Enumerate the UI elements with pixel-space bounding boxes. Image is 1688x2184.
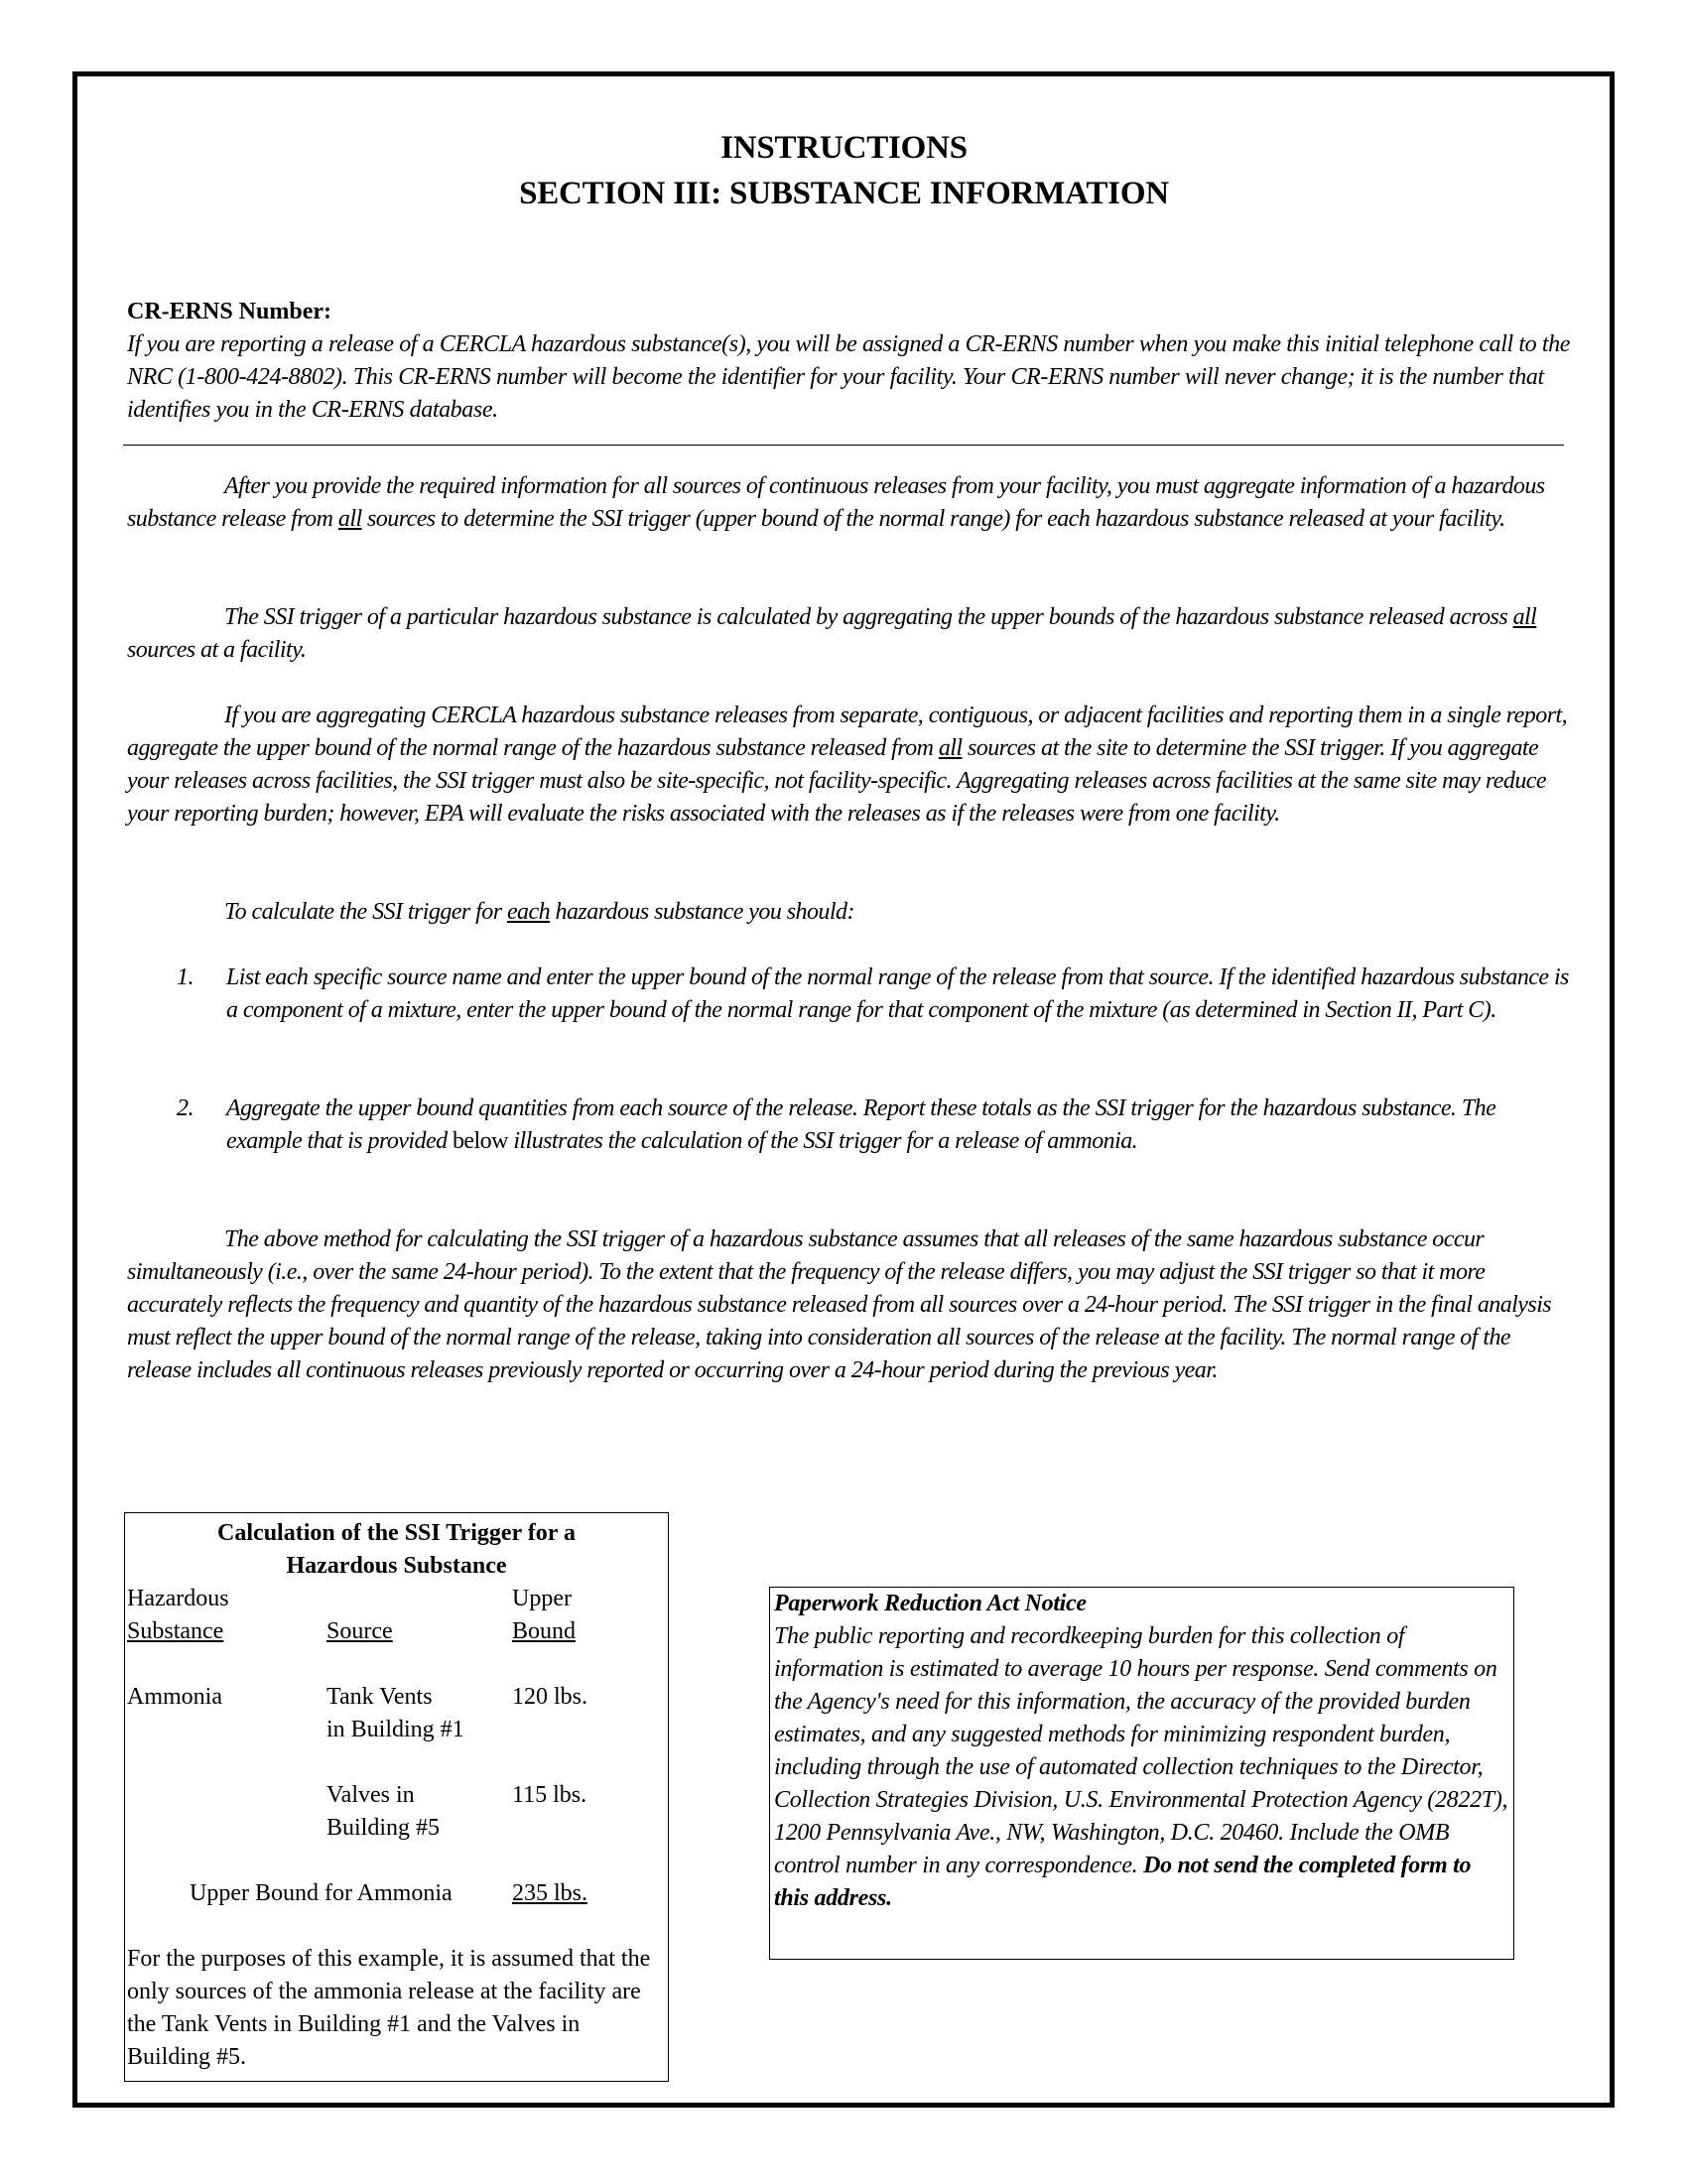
cell-source: Tank Vents [326, 1684, 433, 1710]
emphasis-all: all [1512, 604, 1537, 630]
calc-note: For the purposes of this example, it is assumed that the only sources of the ammonia release at the facility are the Tank Vents in Building #1 and the Valves in Building #5. [127, 1946, 651, 2070]
text: After you provide the required information for all sources of continuous releases from your facility, you must aggregate information of a hazardous substance release from [127, 473, 1545, 532]
text: hazardous substance you should: [550, 899, 854, 925]
pra-warning: Do not send the completed form to this address. [774, 1853, 1472, 1911]
pra-text [774, 1620, 1509, 1915]
paragraph-method-assumptions: The above method for calculating the SSI trigger of a hazardous substance assumes that all releases of the same hazardous substance occur simultaneously (i.e., over the same 24-hour period). To the extent that the frequency of the release differs, you may adjust the SSI trigger so that it more accurately reflects the frequency and quantity of the hazardous substance released from all sources over a 24-hour period. The SSI trigger in the final analysis must reflect the upper bound of the normal range of the release, taking into consideration all sources of the release at the facility. The normal range of the release includes all continuous releases previously reported or occurring over a 24-hour period during the previous year. [127, 1226, 1552, 1383]
cell-source: Valves in [326, 1782, 415, 1808]
emphasis-all: all [938, 735, 963, 761]
cell-source: in Building #1 [326, 1717, 464, 1742]
page-header [0, 125, 1688, 216]
cell-upper-bound: 120 lbs. [512, 1684, 588, 1710]
cell-substance: Ammonia [127, 1684, 222, 1710]
section-divider [123, 445, 1564, 446]
step-number: 2. [177, 1095, 194, 1121]
header-upper-bound: Upper [512, 1586, 572, 1611]
calc-title-line: Hazardous Substance [286, 1553, 507, 1579]
paragraph-aggregate-info [127, 470, 1572, 536]
crerns-section [127, 296, 1576, 427]
text: sources at a facility. [127, 637, 307, 663]
header-upper-bound: Bound [512, 1618, 577, 1644]
step-text: illustrates the calculation of the SSI trigger for a release of ammonia. [507, 1128, 1138, 1154]
crerns-description: If you are reporting a release of a CERCLA hazardous substance(s), you will be assigned a CR-ERNS number when you make this initial telephone call to the NRC (1-800-424-8802). This CR-ERNS number will become the identifier for your facility. Your CR-ERNS number will never change; it is the number that identifies you in the CR-ERNS database. [127, 331, 1570, 423]
step-text: List each specific source name and enter the upper bound of the normal range of the release from that source. If the identified hazardous substance is a component of a mixture, enter the upper bound of the normal range for that component of the mixture (as determined in Section II, Part C). [226, 964, 1569, 1023]
step-list-item-2 [127, 1092, 1572, 1158]
paragraph-calculate-intro [127, 896, 1572, 929]
text: sources to determine the SSI trigger (upper bound of the normal range) for each hazardous substance released at your facility. [361, 506, 1505, 532]
total-label: Upper Bound for Ammonia [190, 1880, 453, 1906]
paragraph-aggregating-facilities [127, 700, 1572, 831]
cell-upper-bound: 115 lbs. [512, 1782, 587, 1808]
emphasis-all: all [337, 506, 362, 532]
ssi-calculation-example-box [124, 1512, 669, 2082]
calc-title-line: Calculation of the SSI Trigger for a [217, 1520, 576, 1546]
header-source: Source [326, 1618, 393, 1644]
paragraph-ssi-trigger [127, 601, 1572, 667]
text: sources at the site to determine the SSI trigger. If you aggregate your releases across facilities, the SSI trigger must also be site-specific, not facility-specific. Aggregating releases across facilities at the same site may reduce your reporting burden; however, EPA will evaluate the risks associated with the releases as if the releases were from one facility. [127, 735, 1546, 827]
page-title: INSTRUCTIONS [720, 130, 968, 166]
total-value: 235 lbs. [512, 1880, 588, 1906]
text: If you are aggregating CERCLA hazardous substance releases from separate, contiguous, or adjacent facilities and reporting them in a single report, aggregate the upper bound of the normal range of the hazardous substance released from [127, 703, 1568, 761]
step-number: 1. [177, 964, 194, 990]
pra-body: The public reporting and recordkeeping burden for this collection of information is estimated to average 10 hours per response. Send comments on the Agency's need for this information, the accuracy of the provided burden estimates, and any suggested methods for minimizing respondent burden, including through the use of automated collection techniques to the Director, Collection Strategies Division, U.S. Environmental Protection Agency (2822T), 1200 Pennsylvania Ave., NW, Washington, D.C. 20460. Include the OMB control number in any correspondence. [774, 1623, 1508, 1878]
step-text-roman: below [452, 1128, 508, 1154]
pra-title: Paperwork Reduction Act Notice [774, 1591, 1087, 1616]
cell-source: Building #5 [326, 1815, 441, 1841]
text: The SSI trigger of a particular hazardous substance is calculated by aggregating the upper bounds of the hazardous substance released across [224, 604, 1513, 630]
step-list-item-1 [127, 962, 1572, 1027]
header-substance: Substance [127, 1618, 224, 1644]
step-text: Aggregate the upper bound quantities from each source of the release. Report these totals as the SSI trigger for the hazardous substance. The example that is provided [226, 1095, 1496, 1154]
text: To calculate the SSI trigger for [224, 899, 507, 925]
calc-title [125, 1517, 668, 1583]
paperwork-reduction-notice [769, 1587, 1514, 1960]
crerns-label: CR-ERNS Number: [127, 299, 331, 324]
emphasis-each: each [506, 899, 551, 925]
header-substance: Hazardous [127, 1586, 229, 1611]
section-title: SECTION III: SUBSTANCE INFORMATION [519, 176, 1169, 211]
